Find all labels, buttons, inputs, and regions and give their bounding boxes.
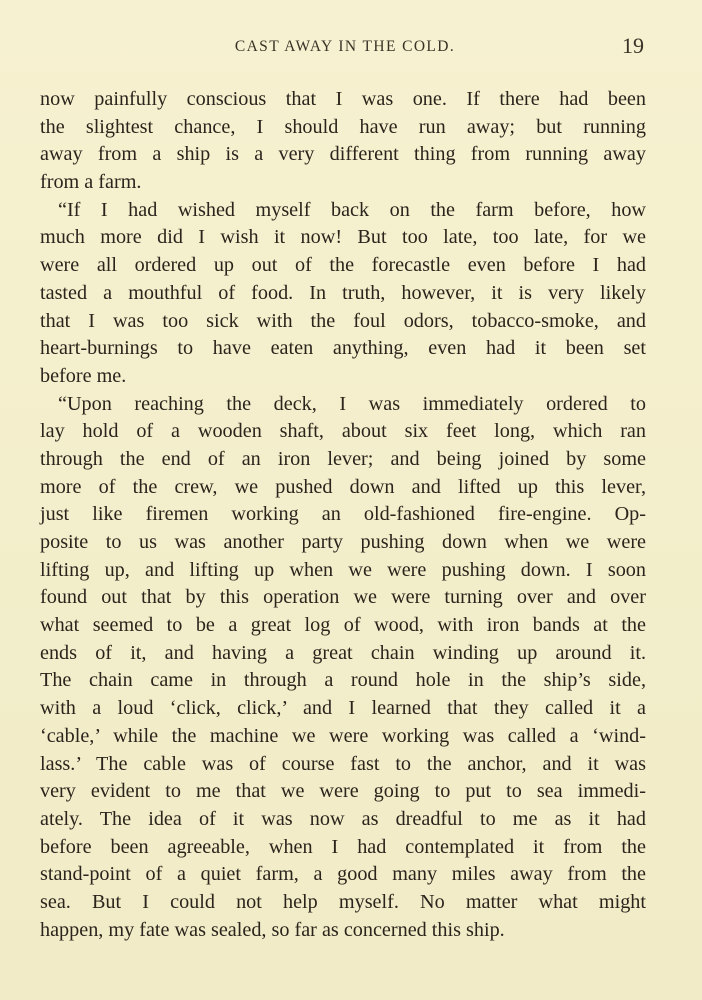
text-line: ately. The idea of it was now as dreadful to me as it had [40,807,646,830]
text-line: from a farm. [40,171,142,194]
text-line: sea. But I could not help myself. No matter what might [40,890,646,913]
text-line: before me. [40,364,127,387]
text-line: The chain came in through a round hole in the ship’s side, [40,669,646,692]
text-line: that I was too sick with the foul odors, tobacco-smoke, and [40,309,646,332]
text-line: before been agreeable, when I had contemplated it from the [40,835,646,858]
text-line: very evident to me that we were going to put to sea immedi- [40,780,646,803]
text-line: just like firemen working an old-fashioned fire-engine. Op- [40,503,646,526]
text-line: were all ordered up out of the forecastle even before I had [40,254,646,277]
text-line: with a loud ‘click, click,’ and I learned that they called it a [40,697,646,720]
text-line: more of the crew, we pushed down and lifted up this lever, [40,475,646,498]
text-line: posite to us was another party pushing down when we were [40,531,646,553]
text-line: ends of it, and having a great chain winding up around it. [40,641,646,664]
text-line: ‘cable,’ while the machine we were working was called a ‘wind- [40,724,646,747]
text-line: now painfully conscious that I was one. If there had been [40,88,646,110]
body-text [40,86,646,944]
text-line: lass.’ The cable was of course fast to the anchor, and it was [40,752,646,775]
running-title: CAST AWAY IN THE COLD. [234,38,456,55]
text-line: heart-burnings to have eaten anything, even had it been set [40,337,646,360]
text-line: lay hold of a wooden shaft, about six feet long, which ran [40,420,646,443]
text-line: through the end of an iron lever; and being joined by some [40,447,646,470]
text-line: much more did I wish it now! But too late, too late, for we [40,226,646,249]
text-line: happen, my fate was sealed, so far as concerned this ship. [40,918,505,941]
text-line: the slightest chance, I should have run away; but running [40,115,646,138]
text-line: found out that by this operation we were turning over and over [40,586,646,609]
text-line: stand-point of a quiet farm, a good many miles away from the [40,863,646,886]
text-line: away from a ship is a very different thing from running away [40,143,646,166]
text-line: what seemed to be a great log of wood, with iron bands at the [40,614,646,637]
page-number: 19 [622,33,644,58]
text-line: tasted a mouthful of food. In truth, however, it is very likely [40,281,646,304]
text-line: “If I had wished myself back on the farm before, how [58,198,646,221]
text-line: lifting up, and lifting up when we were pushing down. I soon [40,558,646,581]
text-line: “Upon reaching the deck, I was immediately ordered to [58,392,646,415]
